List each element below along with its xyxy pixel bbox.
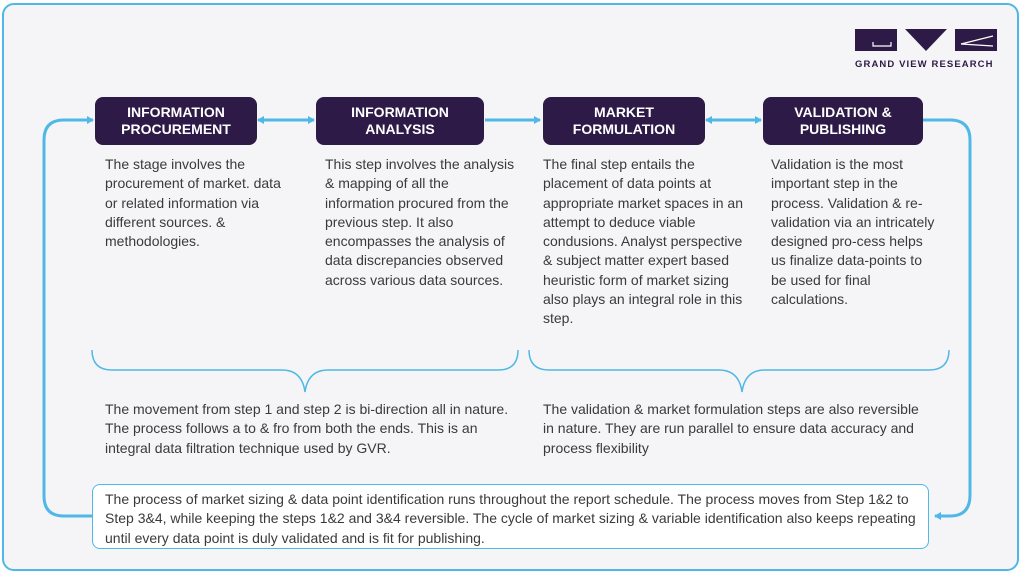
logo-wordmark: GRAND VIEW RESEARCH	[855, 59, 994, 70]
step-validation-publishing	[763, 97, 923, 145]
step-4-description: Validation is the most important step in the process. Validation & re- validation via an intricately designed pro-cess helps us finalize data-points to be used for final calculations.	[771, 156, 935, 308]
step-1-description: The stage involves the procurement of market. data or related information via different sources. & methodologies.	[105, 156, 281, 250]
summary-text: The process of market sizing & data point identification runs throughout the report schedule. The process moves from Step 1&2 to Step 3&4, while keeping the steps 1&2 and 3&4 reversible. The cycle of market sizing & variable identification also keeps repeating until every data point is duly validated and is fit for publishing.	[105, 491, 916, 546]
note-steps-3-4: The validation & market formulation steps are also reversible in nature. They are run parallel to ensure data accuracy and process flexibility	[543, 401, 919, 456]
brace-steps-1-2	[92, 350, 518, 392]
step-title: INFORMATION PROCUREMENT	[121, 104, 231, 137]
step-title: VALIDATION & PUBLISHING	[794, 104, 892, 137]
step-3-description: The final step entails the placement of data points at appropriate market spaces in an attempt to deduce viable condusions. Analyst perspective & subject matter expert based heuristic form of market sizing also plays an integral role in this step.	[543, 156, 743, 327]
step-market-formulation	[543, 97, 705, 145]
loop-arrow-left	[44, 120, 93, 516]
step-title: INFORMATION ANALYSIS	[351, 104, 449, 137]
step-information-analysis	[316, 97, 484, 145]
step-information-procurement	[95, 97, 257, 145]
step-title: MARKET FORMULATION	[572, 104, 676, 137]
brace-steps-3-4	[529, 350, 949, 392]
step-2-description: This step involves the analysis & mapping of all the information procured from the previous step. It also encompasses the analysis of data discrepancies observed across various data sources.	[325, 156, 515, 288]
note-steps-1-2: The movement from step 1 and step 2 is bi-direction all in nature. The process follows a to & fro from both the ends. This is an integral data filtration technique used by GVR.	[105, 401, 509, 456]
summary-box	[92, 484, 929, 549]
